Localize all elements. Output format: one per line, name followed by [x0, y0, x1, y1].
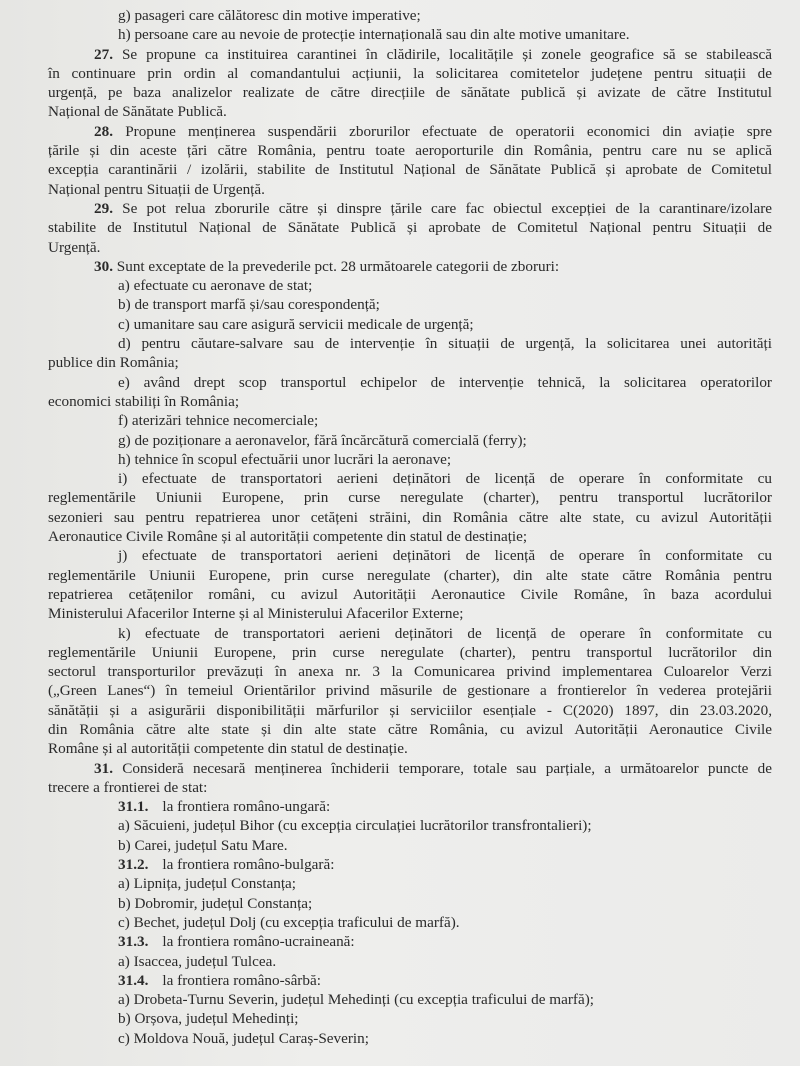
subpoint-number: 31.3. — [118, 933, 149, 951]
line-text: a) Drobeta-Turnu Severin, județul Mehedinți (cu excepția traficului de marfă); — [118, 991, 594, 1009]
text-line — [48, 450, 772, 469]
text-line — [48, 662, 772, 681]
line-text: sănătății și a asigurării disponibilității mărfurilor și serviciilor esențiale - C(2020) 1897, din 23.03.2020, — [48, 701, 772, 719]
text-line — [48, 720, 772, 739]
text-line — [48, 160, 772, 179]
line-text: economici stabiliți în România; — [48, 392, 240, 410]
line-text: f) aterizări tehnice necomerciale; — [118, 412, 319, 430]
line-text: e) având drept scop transportul echipelor de intervenție tehnică, la solicitarea operatorilor — [118, 373, 772, 391]
line-text: excepția carantinării / izolării, stabilite de Institutul Național de Sănătate Publică și aprobate de Comitetul — [48, 161, 772, 179]
text-line — [48, 701, 772, 720]
line-text: Se pot relua zborurile către și dinspre țările care fac obiectul excepției de la carantinare/izolare — [112, 199, 772, 217]
line-text: Sunt exceptate de la prevederile pct. 28 următoarele categorii de zboruri: — [112, 257, 560, 275]
line-text: repatrierea cetățenilor români, cu avizul Autorității Aeronautice Civile Române, în baza acordului — [48, 585, 772, 603]
text-line — [48, 180, 772, 199]
point-number: 29. — [94, 199, 113, 217]
text-line — [48, 952, 772, 971]
text-line — [48, 759, 772, 778]
text-line — [48, 122, 772, 141]
line-text: c) Bechet, județul Dolj (cu excepția traficului de marfă). — [118, 913, 460, 931]
line-text: în continuare prin ordin al comandantului acțiunii, la solicitarea comitetelor județene pentru situații de — [48, 64, 772, 82]
text-line — [48, 102, 772, 121]
text-line — [48, 45, 772, 64]
text-line — [48, 392, 772, 411]
text-line — [48, 855, 772, 874]
text-line — [48, 624, 772, 643]
text-line — [48, 1029, 772, 1048]
line-text: b) Carei, județul Satu Mare. — [118, 836, 288, 854]
text-line — [48, 488, 772, 507]
line-text: stabilite de Institutul Național de Sănătate Publică și aprobate de Comitetul Național pentru Situații de — [48, 219, 772, 237]
line-text: b) Orșova, județul Mehedinți; — [118, 1010, 299, 1028]
text-line — [48, 295, 772, 314]
line-text: a) Isaccea, județul Tulcea. — [118, 952, 277, 970]
text-line — [48, 681, 772, 700]
line-text: („Green Lanes“) în temeiul Orientărilor privind măsurile de gestionare a frontierelor în vederea protejării — [48, 682, 772, 700]
line-text: c) umanitare sau care asigură servicii medicale de urgență; — [118, 315, 474, 333]
text-line — [48, 508, 772, 527]
line-text: sectorul transporturilor prevăzuți în anexa nr. 3 la Comunicarea privind implementarea Culoarelor Verzi — [48, 663, 772, 681]
line-text: Aeronautice Civile Române și al autorității competente din statul de destinație; — [48, 528, 528, 546]
line-text: reglementările Uniunii Europene, prin curse neregulate (charter), pentru transportul lucrătorilor din — [48, 643, 772, 661]
line-text: la frontiera româno-bulgară: — [162, 856, 335, 874]
text-line — [48, 913, 772, 932]
text-line — [48, 238, 772, 257]
text-line — [48, 604, 772, 623]
text-line — [48, 6, 772, 25]
text-line — [48, 971, 772, 990]
text-line — [48, 566, 772, 585]
line-text: a) efectuate cu aeronave de stat; — [118, 277, 313, 295]
line-text: publice din România; — [48, 354, 179, 372]
line-text: g) de poziționare a aeronavelor, fără încărcătură comercială (ferry); — [118, 431, 527, 449]
line-text: urgență, pe baza analizelor realizate de către direcțiile de sănătate publică și avizate de către Institutul — [48, 84, 772, 102]
subpoint-number: 31.4. — [118, 971, 149, 989]
line-text: c) Moldova Nouă, județul Caraș-Severin; — [118, 1029, 369, 1047]
text-line — [48, 141, 772, 160]
line-text: la frontiera româno-sârbă: — [162, 971, 321, 989]
text-line — [48, 431, 772, 450]
line-text: reglementările Uniunii Europene, prin curse neregulate (charter), pentru transportul lucrătorilor — [48, 489, 772, 507]
line-text: Național de Sănătate Publică. — [48, 103, 227, 121]
line-text: Ministerului Afacerilor Interne și al Ministerului Afacerilor Externe; — [48, 605, 464, 623]
text-line — [48, 874, 772, 893]
line-text: i) efectuate de transportatori aerieni deținători de licență de operare în conformitate cu — [118, 470, 772, 488]
line-text: trecere a frontierei de stat: — [48, 778, 208, 796]
line-text: sezonieri sau pentru repatrierea unor cetățeni străini, din România către alte state, cu avizul Autorității — [48, 508, 772, 526]
line-text: Propune menținerea suspendării zborurilor efectuate de operatorii economici din aviație spre — [112, 122, 772, 140]
text-line — [48, 411, 772, 430]
line-text: b) Dobromir, județul Constanța; — [118, 894, 313, 912]
text-line — [48, 894, 772, 913]
line-text: Urgență. — [48, 238, 101, 256]
text-line — [48, 836, 772, 855]
line-text: j) efectuate de transportatori aerieni deținători de licență de operare în conformitate cu — [118, 547, 772, 565]
text-line — [48, 199, 772, 218]
text-line — [48, 546, 772, 565]
line-text: țările și din aceste țări către România, pentru toate aeroporturile din România, pentru care nu se aplică — [48, 142, 772, 160]
line-text: reglementările Uniunii Europene, prin curse neregulate (charter), din alte state către România pentru — [48, 566, 772, 584]
text-line — [48, 778, 772, 797]
line-text: h) persoane care au nevoie de protecție internațională sau din alte motive umanitare. — [118, 26, 630, 44]
text-line — [48, 585, 772, 604]
text-line — [48, 276, 772, 295]
line-text: la frontiera româno-ucraineană: — [162, 933, 355, 951]
line-text: a) Lipnița, județul Constanța; — [118, 875, 296, 893]
line-text: Se propune ca instituirea carantinei în clădirile, localitățile și zonele geografice să se stabilească — [112, 45, 772, 63]
text-line — [48, 334, 772, 353]
point-number: 30. — [94, 257, 113, 275]
text-line — [48, 643, 772, 662]
text-line — [48, 816, 772, 835]
line-text: din România către alte state și din alte state către România, cu avizul Autorității Aeronautice Civile — [48, 720, 772, 738]
point-number: 28. — [94, 122, 113, 140]
text-line — [48, 373, 772, 392]
text-line — [48, 315, 772, 334]
subpoint-number: 31.2. — [118, 856, 149, 874]
line-text: g) pasageri care călătoresc din motive imperative; — [118, 7, 421, 24]
line-text: k) efectuate de transportatori aerieni deținători de licență de operare în conformitate cu — [118, 624, 772, 642]
text-line — [48, 739, 772, 758]
text-line — [48, 990, 772, 1009]
text-line — [48, 218, 772, 237]
line-text: Consideră necesară menținerea închiderii temporare, totale sau parțiale, a următoarelor puncte de — [112, 759, 772, 777]
text-line — [48, 257, 772, 276]
line-text: d) pentru căutare-salvare sau de intervenție în situații de urgență, la solicitarea unei autorități — [118, 335, 772, 353]
point-number: 31. — [94, 759, 113, 777]
text-line — [48, 469, 772, 488]
text-line — [48, 83, 772, 102]
line-text: la frontiera româno-ungară: — [162, 798, 331, 816]
line-text: Române și al autorității competente din statul de destinație. — [48, 740, 408, 758]
line-text: h) tehnice în scopul efectuării unor lucrări la aeronave; — [118, 450, 452, 468]
text-line — [48, 25, 772, 44]
line-text: b) de transport marfă și/sau corespondență; — [118, 296, 380, 314]
subpoint-number: 31.1. — [118, 798, 149, 816]
text-line — [48, 527, 772, 546]
point-number: 27. — [94, 45, 113, 63]
text-line — [48, 932, 772, 951]
text-line — [48, 64, 772, 83]
line-text: a) Săcuieni, județul Bihor (cu excepția circulației lucrătorilor transfrontalieri); — [118, 817, 592, 835]
text-line — [48, 1009, 772, 1028]
text-line — [48, 353, 772, 372]
text-line — [48, 797, 772, 816]
line-text: Național pentru Situații de Urgență. — [48, 180, 265, 198]
